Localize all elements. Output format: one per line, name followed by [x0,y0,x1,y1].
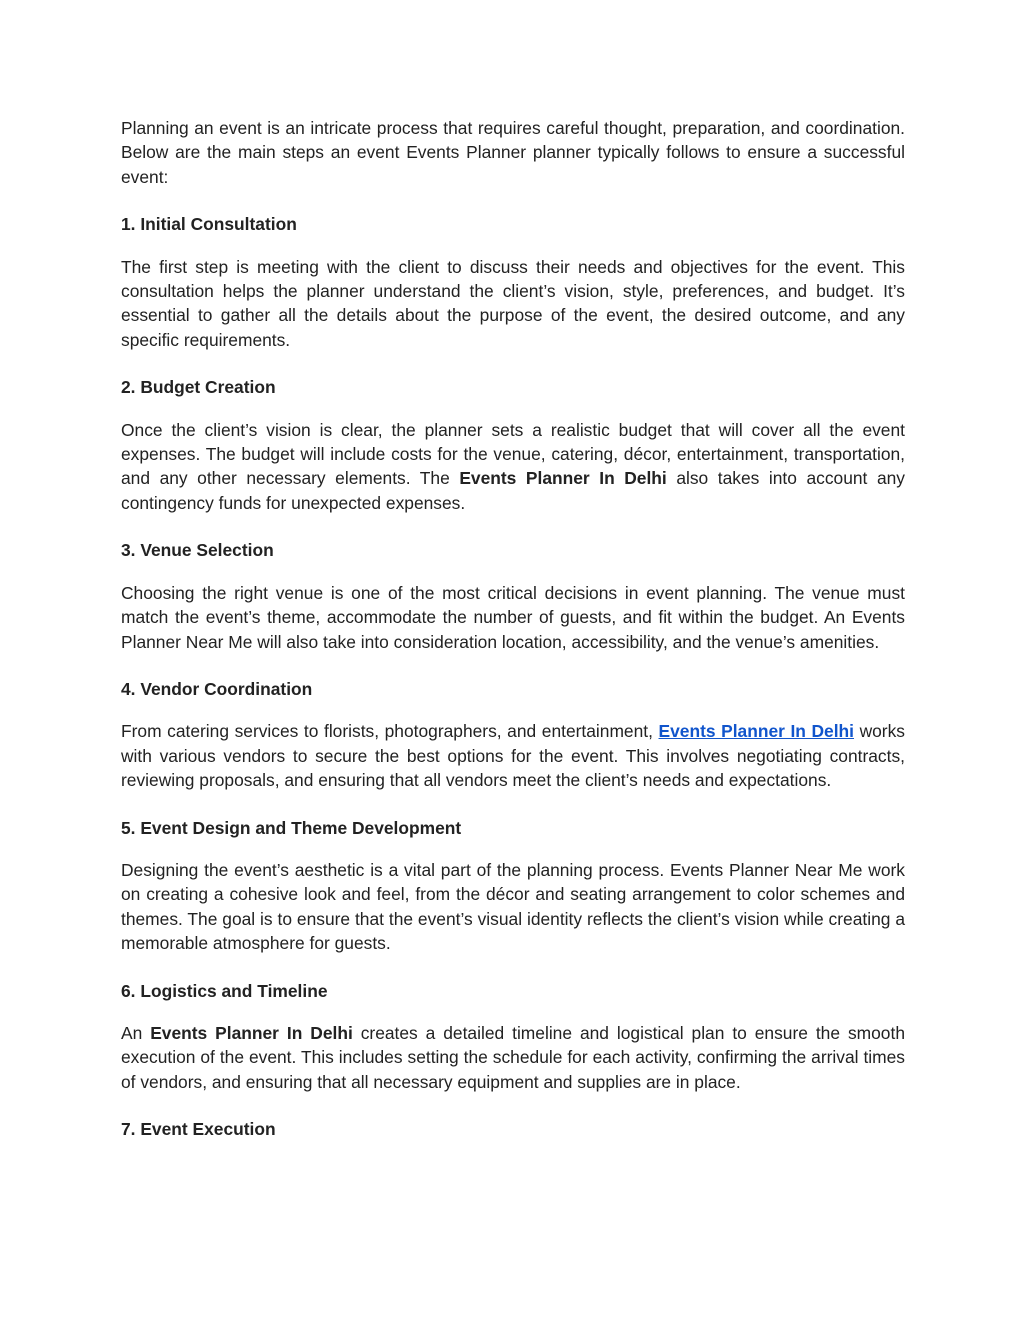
heading-budget-creation: 2. Budget Creation [121,377,276,398]
paragraph-logistics-timeline [121,1021,905,1094]
heading-event-design: 5. Event Design and Theme Development [121,817,462,838]
logistics-text-before: An [121,1022,151,1043]
logistics-text-after: creates a detailed timeline and logistical plan to ensure the smooth execution of the event. This includes setting the schedule for each activity, confirming the arrival times of vendors, and ensuring that all necessary equipment and supplies are in place. [121,1022,905,1092]
document-page [121,116,905,1142]
logistics-bold-keyword: Events Planner In Delhi [150,1022,353,1043]
heading-logistics-timeline: 6. Logistics and Timeline [121,980,328,1001]
heading-vendor-coordination: 4. Vendor Coordination [121,678,313,699]
heading-event-execution: 7. Event Execution [121,1119,276,1140]
paragraph-vendor-coordination [121,719,905,792]
vendor-text-before: From catering services to florists, photographers, and entertainment, [121,721,659,742]
budget-text-after: also takes into account any contingency funds for unexpected expenses. [121,468,905,513]
intro-paragraph: Planning an event is an intricate process that requires careful thought, preparation, and coordination. Below are the main steps an event Events Planner planner typically follows to ensure a successful event: [121,118,905,187]
heading-venue-selection: 3. Venue Selection [121,540,274,561]
paragraph-venue-selection: Choosing the right venue is one of the most critical decisions in event planning. The venue must match the event’s theme, accommodate the number of guests, and fit within the budget. An Events Planner Near Me will also take into consideration location, accessibility, and the venue’s amenities. [121,582,905,652]
budget-bold-keyword: Events Planner In Delhi [459,468,667,489]
vendor-text-after: works with various vendors to secure the best options for the event. This involves negotiating contracts, reviewing proposals, and ensuring that all vendors meet the client’s needs and expectations. [121,721,905,791]
paragraph-event-design: Designing the event’s aesthetic is a vital part of the planning process. Events Planner Near Me work on creating a cohesive look and feel, from the décor and seating arrangement to color schemes and themes. The goal is to ensure that the event’s visual identity reflects the client’s vision while creating a memorable atmosphere for guests. [121,859,905,954]
heading-initial-consultation: 1. Initial Consultation [121,214,297,235]
paragraph-budget-creation [121,418,905,516]
budget-text-before: Once the client’s vision is clear, the planner sets a realistic budget that will cover all the event expenses. The budget will include costs for the venue, catering, décor, entertainment, transportation, and any other necessary elements. The [121,419,905,489]
events-planner-delhi-link[interactable]: Events Planner In Delhi [658,721,855,742]
paragraph-initial-consultation: The first step is meeting with the client to discuss their needs and objectives for the event. This consultation helps the planner understand the client’s vision, style, preferences, and budget. It’s essential to gather all the details about the purpose of the event, the desired outcome, and any specific requirements. [121,256,905,350]
